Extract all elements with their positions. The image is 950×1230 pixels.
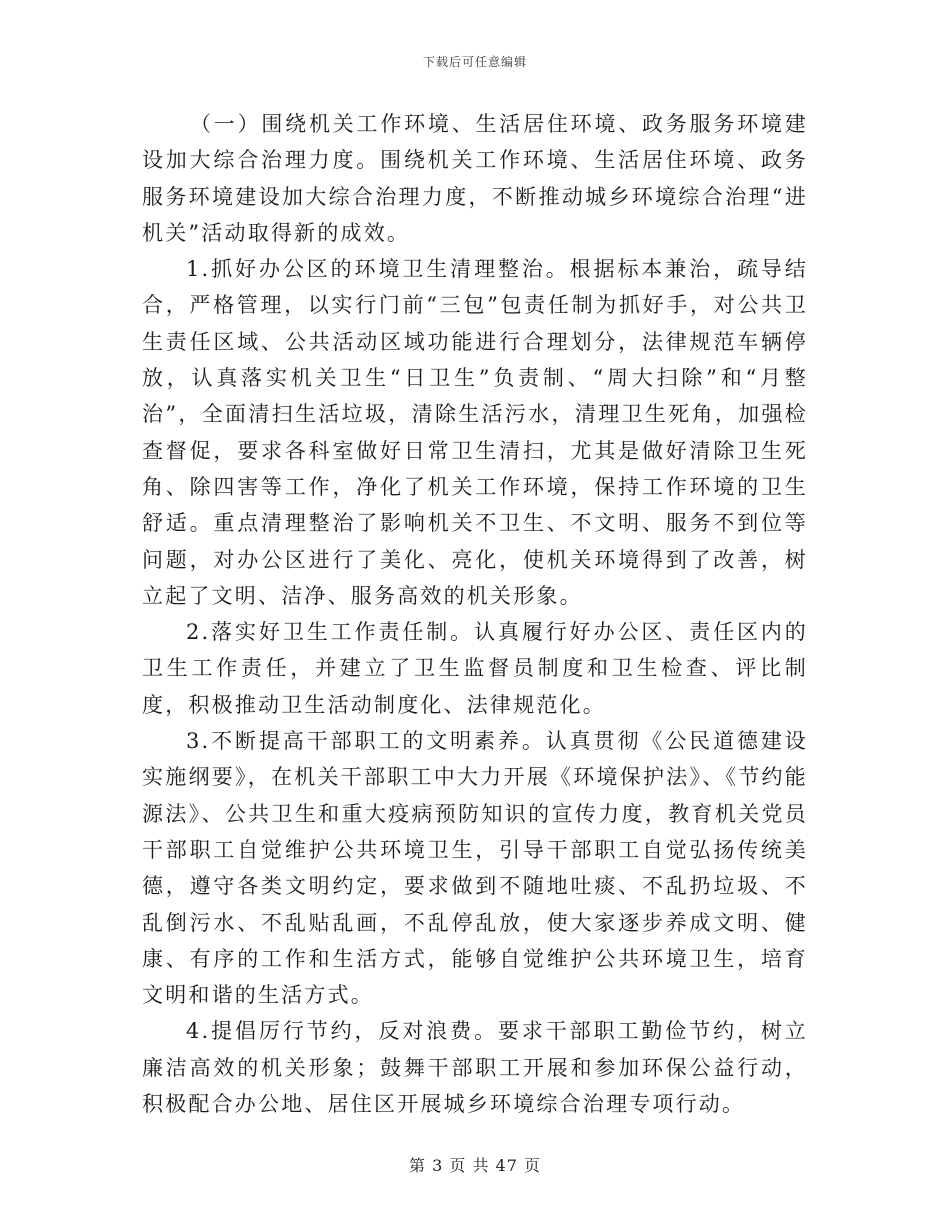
page-number-footer: 第 3 页 共 47 页 (409, 1156, 541, 1175)
paragraph-item-1: 1.抓好办公区的环境卫生清理整治。根据标本兼治，疏导结合，严格管理，以实行门前“三包”包责任制为抓好手，对公共卫生责任区域、公共活动区域功能进行合理划分，法律规范车辆停放，认真落实机关卫生“日卫生”负责制、“周大扫除”和“月整治”，全面清扫生活垃圾，清除生活污水，清理卫生死角，加强检查督促，要求各科室做好日常卫生清扫，尤其是做好清除卫生死角、除四害等工作，净化了机关工作环境，保持工作环境的卫生舒适。重点清理整治了影响机关不卫生、不文明、服务不到位等问题，对办公区进行了美化、亮化，使机关环境得到了改善，树立起了文明、洁净、服务高效的机关形象。 (142, 257, 808, 608)
page-header: 下载后可任意编辑 (422, 55, 527, 69)
paragraph-intro: （一）围绕机关工作环境、生活居住环境、政务服务环境建设加大综合治理力度。围绕机关工作环境、生活居住环境、政务服务环境建设加大综合治理力度，不断推动城乡环境综合治理“进机关”活动取得新的成效。 (142, 112, 808, 245)
paragraph-item-2: 2.落实好卫生工作责任制。认真履行好办公区、责任区内的卫生工作责任，并建立了卫生监督员制度和卫生检查、评比制度，积极推动卫生活动制度化、法律规范化。 (142, 620, 808, 717)
paragraph-item-3: 3.不断提高干部职工的文明素养。认真贯彻《公民道德建设实施纲要》，在机关干部职工中大力开展《环境保护法》、《节约能源法》、公共卫生和重大疫病预防知识的宣传力度，教育机关党员干部职工自觉维护公共环境卫生，引导干部职工自觉弘扬传统美德，遵守各类文明约定，要求做到不随地吐痰、不乱扔垃圾、不乱倒污水、不乱贴乱画，不乱停乱放，使大家逐步养成文明、健康、有序的工作和生活方式，能够自觉维护公共环境卫生，培育文明和谐的生活方式。 (142, 729, 808, 1008)
document-body (142, 106, 808, 1122)
paragraph-item-4: 4.提倡厉行节约，反对浪费。要求干部职工勤俭节约，树立廉洁高效的机关形象；鼓舞干部职工开展和参加环保公益行动，积极配合办公地、居住区开展城乡环境综合治理专项行动。 (142, 1019, 808, 1117)
